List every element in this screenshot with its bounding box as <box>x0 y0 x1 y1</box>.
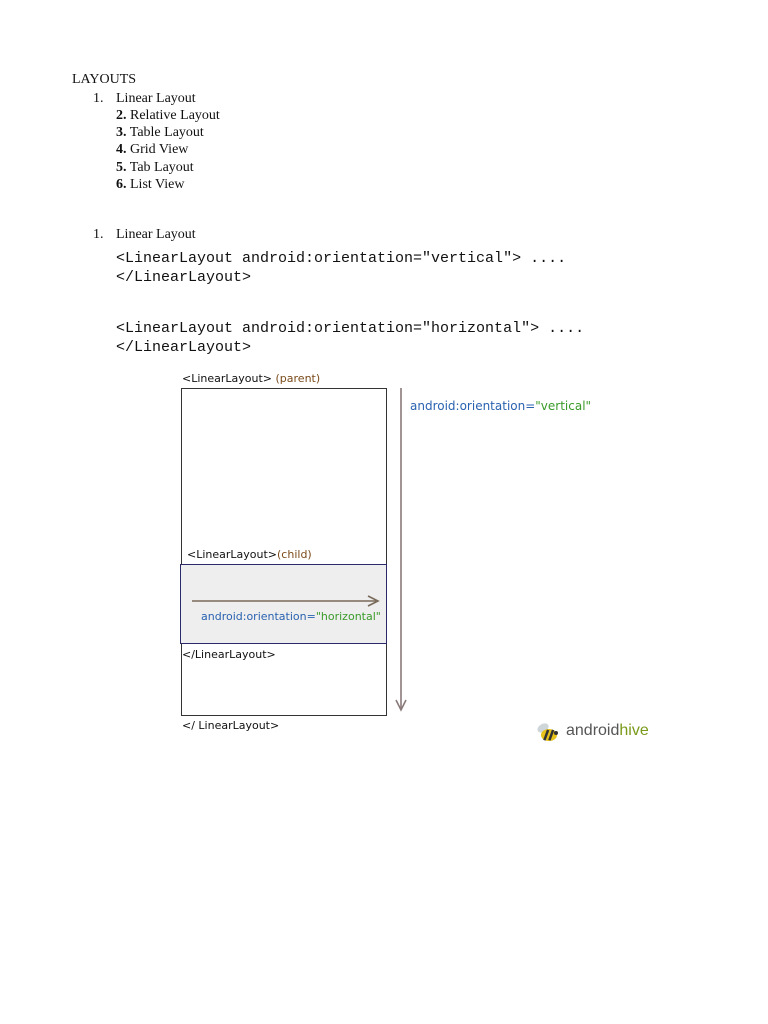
list-item: 6. List View <box>116 177 185 192</box>
doc-heading: LAYOUTS <box>72 72 137 87</box>
list-item: 4. Grid View <box>116 142 189 157</box>
list-item: 1. Linear Layout <box>93 91 196 106</box>
parent-close-tag: </ LinearLayout> <box>182 719 280 732</box>
list-item: 3. Table Layout <box>116 125 204 140</box>
section-heading: 1. Linear Layout <box>93 227 196 242</box>
list-item: 5. Tab Layout <box>116 160 194 175</box>
vertical-arrow-icon <box>393 386 409 716</box>
code-vertical: <LinearLayout android:orientation="vertical"> .... </LinearLayout> <box>116 250 567 286</box>
code-horizontal: <LinearLayout android:orientation="horizontal"> .... </LinearLayout> <box>116 320 585 356</box>
androidhive-logo: androidhive <box>535 720 675 746</box>
child-close-tag: </LinearLayout> <box>182 648 276 661</box>
list-item: 2. Relative Layout <box>116 108 220 123</box>
child-label: <LinearLayout>(child) <box>187 548 312 561</box>
parent-label: <LinearLayout> (parent) <box>182 372 321 385</box>
bee-icon <box>535 721 561 745</box>
horizontal-orientation-label: android:orientation="horizontal" <box>201 610 381 623</box>
layout-diagram <box>150 368 670 748</box>
vertical-orientation-label: android:orientation="vertical" <box>410 399 592 413</box>
horizontal-arrow-icon <box>190 594 382 608</box>
